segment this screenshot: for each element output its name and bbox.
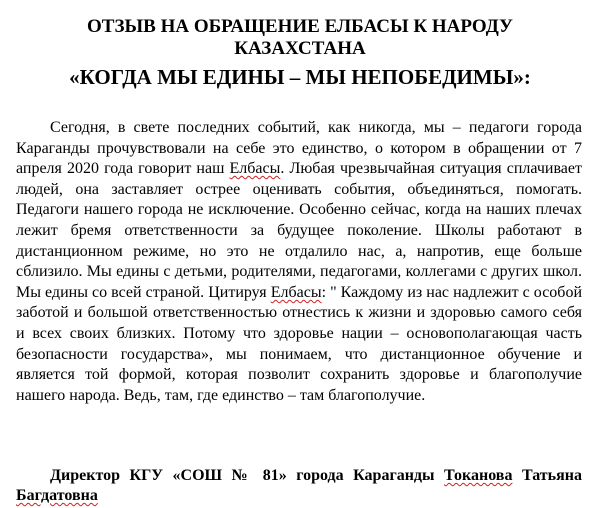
title-line-1: ОТЗЫВ НА ОБРАЩЕНИЕ ЕЛБАСЫ К НАРОДУ <box>87 16 513 37</box>
body-text-part-1: Сегодня, в свете последних событий, как никогда, мы – педагоги города Караганды прочувствовали на себе это единство, о котором в обращении от 7 апреля 2020 года говорит наш <box>16 119 582 178</box>
spellcheck-word-elbasy-1: Елбасы <box>229 160 281 178</box>
title-line-3: «КОГДА МЫ ЕДИНЫ – МЫ НЕПОБЕДИМЫ»: <box>69 65 531 89</box>
body-text-part-3: : " Каждому из нас надлежит с особой заботой и большой ответственностью отнестись к жизни и здоровью самого себя и всех своих близких. Потому что здоровье нации – основополагающая часть безопасности государства», мы понимаем, что дистанционное обучение и является той формой, которая позволит сохранить здоровье и благополучие нашего народа. Ведь, там, где единство – там благополучие. <box>16 283 583 404</box>
title-line-2: КАЗАХСТАНА <box>234 38 366 59</box>
spellcheck-word-elbasy-2: Елбасы <box>270 283 322 301</box>
signature-patronymic: Багдатовна <box>16 487 98 504</box>
signature-surname: Токанова <box>444 467 513 484</box>
body-paragraph <box>16 118 582 406</box>
signature-name: Татьяна <box>512 467 583 484</box>
signature-line <box>16 466 582 506</box>
body-text-part-2: . Любая чрезвычайная ситуация сплачивает людей, она заставляет острее оценивать события, объединяться, помогать. Педагоги нашего города не исключение. Особенно сейчас, когда на наших плечах лежит бремя ответственности за будущее поколение. Школы работают в дистанционном режиме, но это не отдалило нас, а, напротив, еще больше сблизило. Мы едины с детьми, родителями, педагогами, коллегами с других школ. Мы едины со всей страной. Цитируя <box>16 160 583 301</box>
signature-prefix: Директор КГУ «СОШ № 81» города Караганды <box>50 467 445 484</box>
